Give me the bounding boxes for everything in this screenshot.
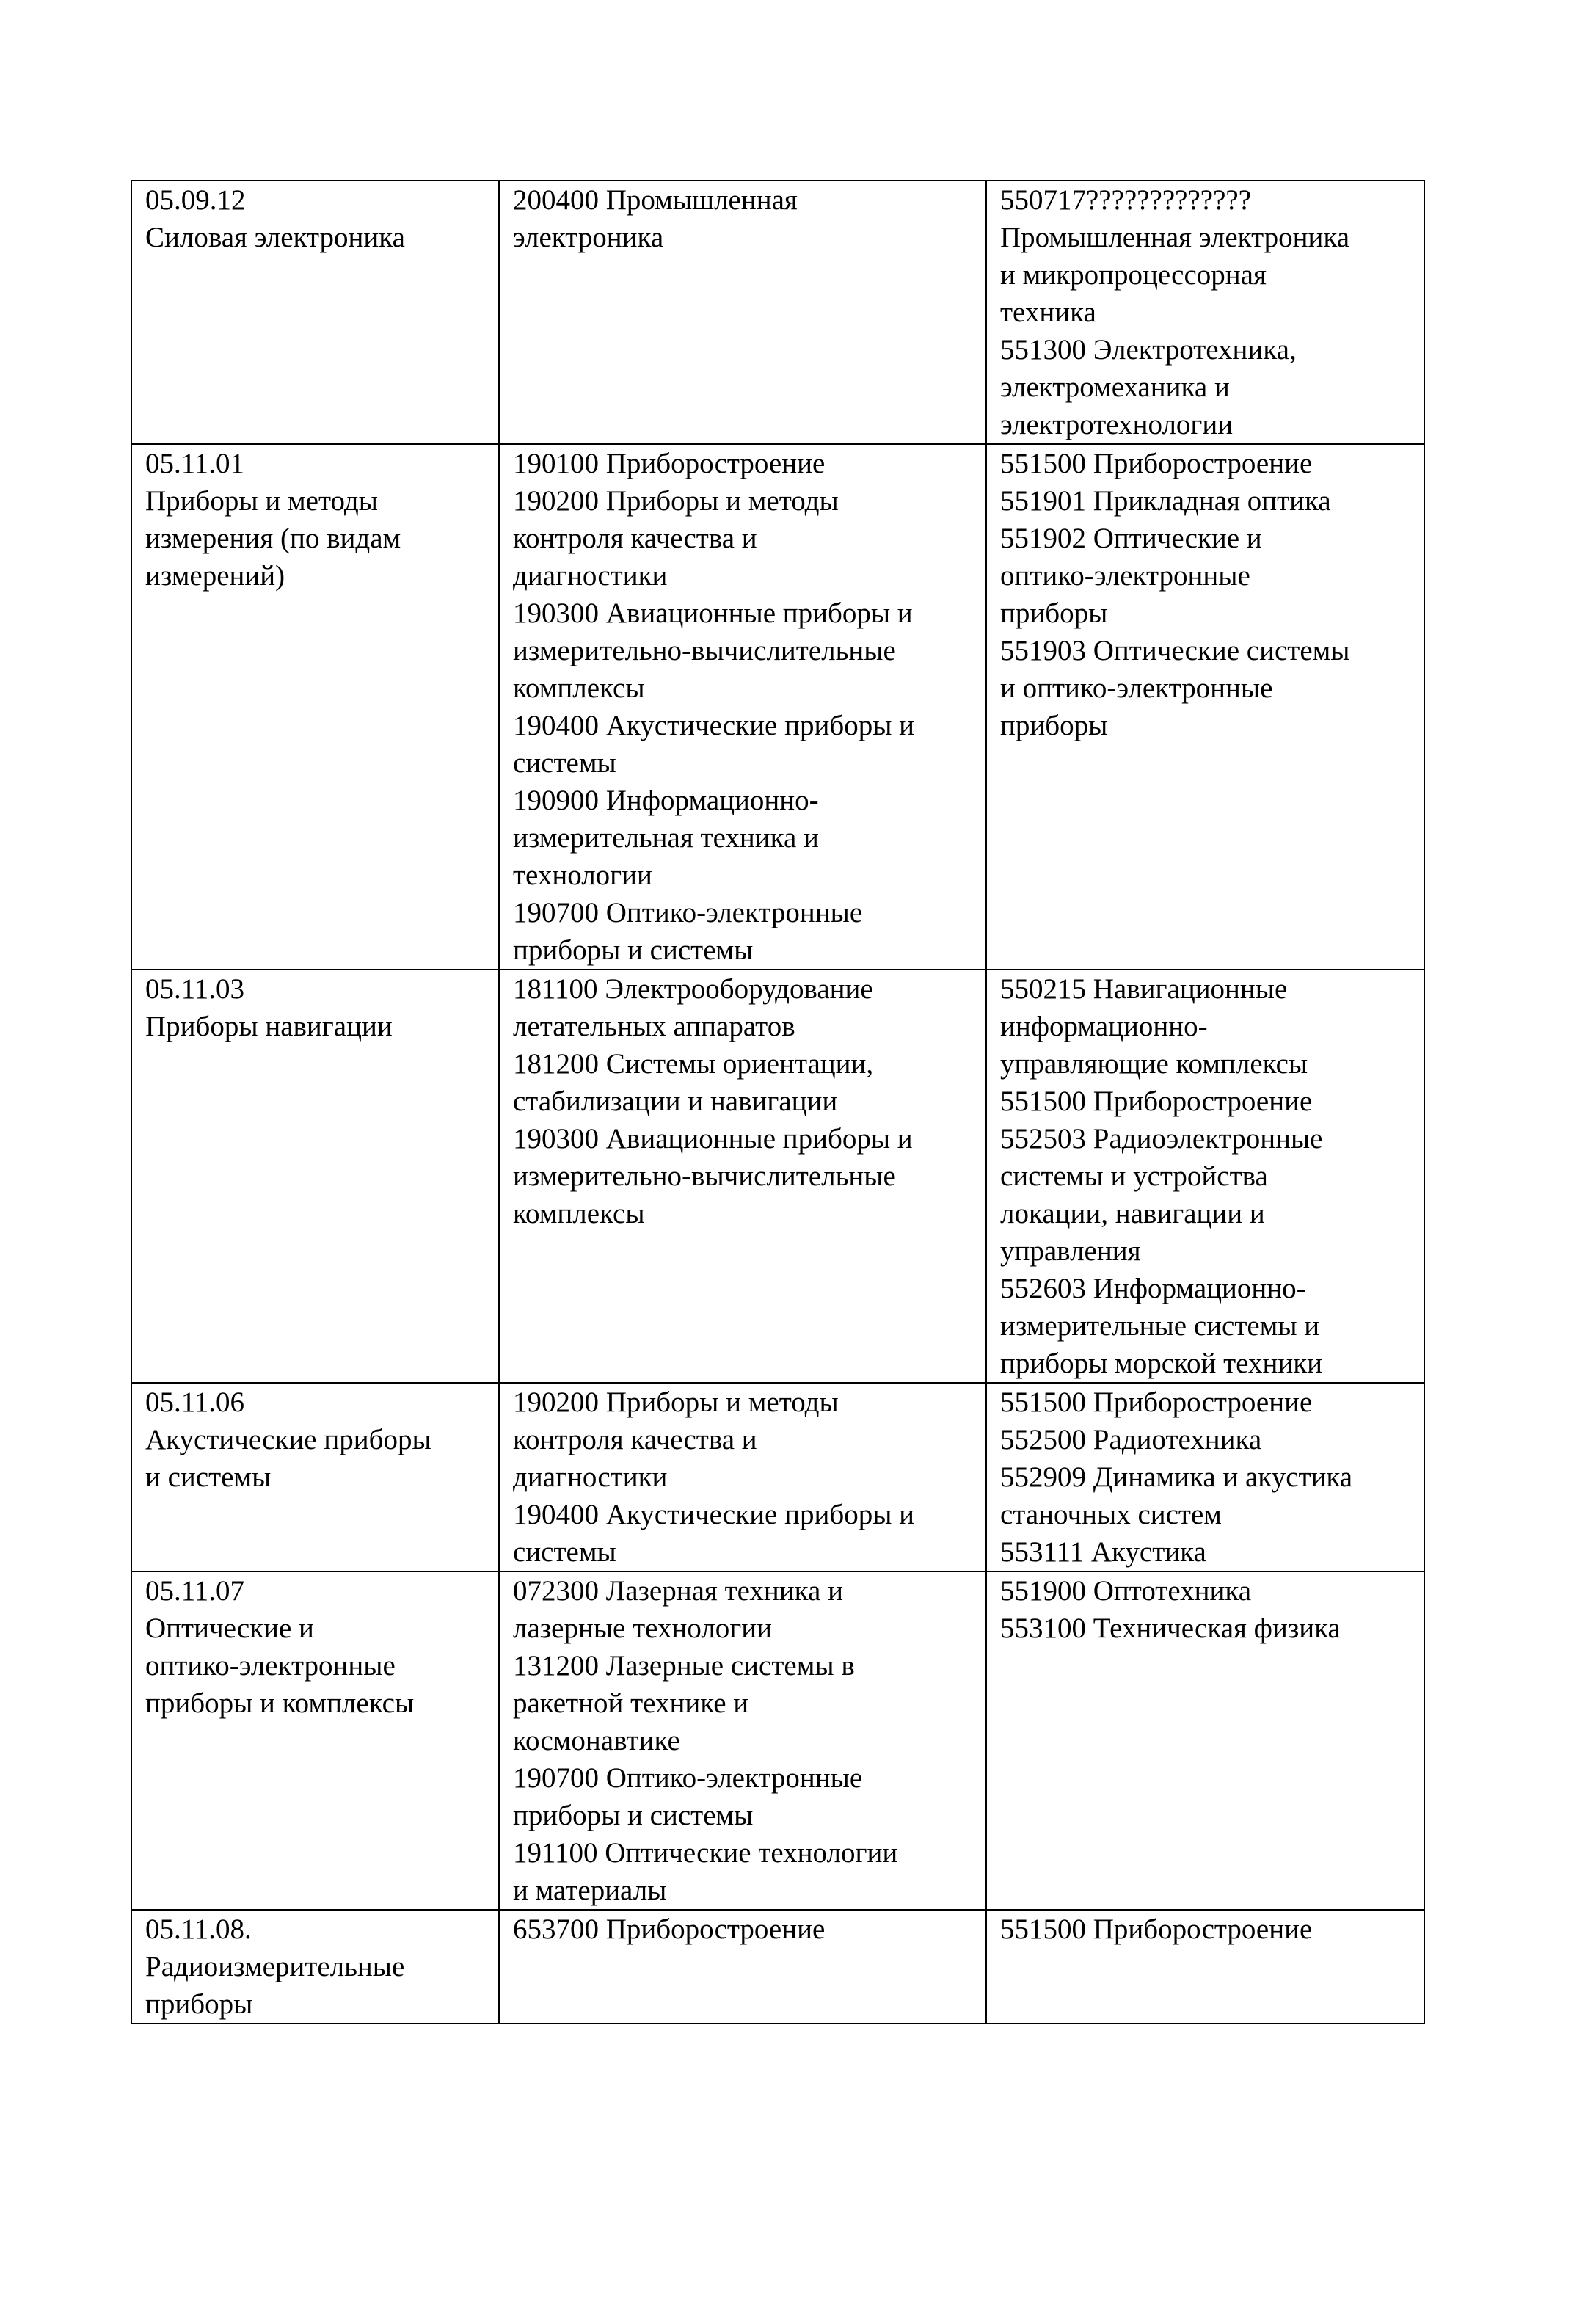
cell-text-line: контроля качества и xyxy=(513,1424,757,1455)
cell-text-line: 05.11.01 xyxy=(145,448,245,479)
cell-text-line: электромеханика и xyxy=(1000,371,1230,403)
related-specialty-cell xyxy=(986,181,1424,444)
cell-text-line: приборы xyxy=(1000,597,1108,629)
cell-text-line: 552909 Динамика и акустика xyxy=(1000,1461,1353,1493)
cell-text-line: техника xyxy=(1000,297,1096,328)
cell-text-line: ракетной технике и xyxy=(513,1687,749,1719)
cell-text-line: 190200 Приборы и методы xyxy=(513,1386,839,1418)
cell-text-line: приборы морской техники xyxy=(1000,1348,1323,1379)
related-specialty-cell xyxy=(986,444,1424,970)
cell-text-line: Акустические приборы xyxy=(145,1424,431,1455)
cell-text-line: 550215 Навигационные xyxy=(1000,973,1288,1005)
cell-text-line: 05.11.08. xyxy=(145,1913,252,1945)
cell-text-line: 551300 Электротехника, xyxy=(1000,334,1297,366)
cell-text-line: оптико-электронные xyxy=(145,1650,396,1682)
cell-text-line: 190100 Приборостроение xyxy=(513,448,826,479)
cell-text-line: 190200 Приборы и методы xyxy=(513,485,839,517)
cell-text-line: 552503 Радиоэлектронные xyxy=(1000,1123,1323,1155)
cell-text-line: 190700 Оптико-электронные xyxy=(513,897,863,928)
cell-text-line: электротехнологии xyxy=(1000,409,1234,440)
related-specialty-cell xyxy=(986,1910,1424,2024)
cell-text-line: управления xyxy=(1000,1235,1141,1267)
cell-text-line: 05.11.07 xyxy=(145,1575,245,1607)
cell-text-line: 05.11.03 xyxy=(145,973,245,1005)
cell-text-line: Приборы навигации xyxy=(145,1011,393,1042)
specialty-table xyxy=(131,180,1425,2024)
table-row xyxy=(131,1910,1424,2024)
cell-text-line: управляющие комплексы xyxy=(1000,1048,1308,1080)
cell-text-line: диагностики xyxy=(513,560,668,592)
cell-text-line: 553100 Техническая физика xyxy=(1000,1613,1341,1644)
related-specialty-cell xyxy=(986,1571,1424,1910)
cell-text-line: и оптико-электронные xyxy=(1000,672,1273,704)
cell-text-line: 553111 Акустика xyxy=(1000,1536,1206,1568)
cell-text-line: станочных систем xyxy=(1000,1499,1222,1530)
cell-text-line: 190700 Оптико-электронные xyxy=(513,1762,863,1794)
scientific-specialty-cell xyxy=(131,444,499,970)
cell-text-line: комплексы xyxy=(513,672,645,704)
cell-text-line: приборы xyxy=(145,1988,253,2020)
cell-text-line: космонавтике xyxy=(513,1725,680,1756)
cell-text-line: 05.09.12 xyxy=(145,184,246,216)
table-body xyxy=(131,181,1424,2024)
education-specialty-cell xyxy=(499,1910,986,2024)
cell-text-line: Приборы и методы xyxy=(145,485,378,517)
cell-text-line: 131200 Лазерные системы в xyxy=(513,1650,855,1682)
cell-text-line: 190400 Акустические приборы и xyxy=(513,710,915,741)
cell-text-line: 551901 Прикладная оптика xyxy=(1000,485,1331,517)
cell-text-line: летательных аппаратов xyxy=(513,1011,795,1042)
cell-text-line: измерения (по видам xyxy=(145,523,401,554)
cell-text-line: 191100 Оптические технологии xyxy=(513,1837,898,1869)
cell-text-line: системы и устройства xyxy=(1000,1160,1268,1192)
cell-text-line: 05.11.06 xyxy=(145,1386,245,1418)
cell-text-line: измерительно-вычислительные xyxy=(513,1160,896,1192)
cell-text-line: и микропроцессорная xyxy=(1000,259,1267,291)
cell-text-line: 551900 Оптотехника xyxy=(1000,1575,1252,1607)
cell-text-line: 551500 Приборостроение xyxy=(1000,1086,1313,1117)
cell-text-line: 551902 Оптические и xyxy=(1000,523,1262,554)
cell-text-line: и системы xyxy=(145,1461,272,1493)
education-specialty-cell xyxy=(499,1383,986,1571)
cell-text-line: приборы и системы xyxy=(513,1800,754,1831)
cell-text-line: локации, навигации и xyxy=(1000,1198,1265,1229)
cell-text-line: 181200 Системы ориентации, xyxy=(513,1048,874,1080)
table-row xyxy=(131,1571,1424,1910)
cell-text-line: измерительно-вычислительные xyxy=(513,635,896,666)
cell-text-line: Промышленная электроника xyxy=(1000,222,1350,253)
scientific-specialty-cell xyxy=(131,181,499,444)
cell-text-line: 190400 Акустические приборы и xyxy=(513,1499,915,1530)
cell-text-line: и материалы xyxy=(513,1875,667,1906)
table-row xyxy=(131,181,1424,444)
cell-text-line: приборы xyxy=(1000,710,1108,741)
cell-text-line: системы xyxy=(513,747,616,779)
table-row xyxy=(131,1383,1424,1571)
cell-text-line: измерений) xyxy=(145,560,285,592)
cell-text-line: приборы и системы xyxy=(513,934,754,966)
cell-text-line: 551500 Приборостроение xyxy=(1000,1386,1313,1418)
education-specialty-cell xyxy=(499,181,986,444)
scientific-specialty-cell xyxy=(131,970,499,1383)
education-specialty-cell xyxy=(499,970,986,1383)
cell-text-line: контроля качества и xyxy=(513,523,757,554)
cell-text-line: 551500 Приборостроение xyxy=(1000,1913,1313,1945)
cell-text-line: 552603 Информационно- xyxy=(1000,1273,1306,1304)
cell-text-line: 072300 Лазерная техника и xyxy=(513,1575,843,1607)
cell-text-line: Силовая электроника xyxy=(145,222,405,253)
scientific-specialty-cell xyxy=(131,1910,499,2024)
cell-text-line: 190900 Информационно- xyxy=(513,785,819,816)
related-specialty-cell xyxy=(986,1383,1424,1571)
cell-text-line: 200400 Промышленная xyxy=(513,184,798,216)
scientific-specialty-cell xyxy=(131,1383,499,1571)
cell-text-line: измерительные системы и xyxy=(1000,1310,1320,1342)
cell-text-line: лазерные технологии xyxy=(513,1613,773,1644)
cell-text-line: 653700 Приборостроение xyxy=(513,1913,826,1945)
cell-text-line: 550717????????????? xyxy=(1000,184,1252,216)
cell-text-line: 190300 Авиационные приборы и xyxy=(513,597,913,629)
cell-text-line: электроника xyxy=(513,222,664,253)
education-specialty-cell xyxy=(499,1571,986,1910)
cell-text-line: измерительная техника и xyxy=(513,822,819,854)
cell-text-line: 551903 Оптические системы xyxy=(1000,635,1350,666)
cell-text-line: 552500 Радиотехника xyxy=(1000,1424,1262,1455)
cell-text-line: 551500 Приборостроение xyxy=(1000,448,1313,479)
cell-text-line: оптико-электронные xyxy=(1000,560,1250,592)
scientific-specialty-cell xyxy=(131,1571,499,1910)
cell-text-line: стабилизации и навигации xyxy=(513,1086,838,1117)
cell-text-line: системы xyxy=(513,1536,616,1568)
cell-text-line: комплексы xyxy=(513,1198,645,1229)
related-specialty-cell xyxy=(986,970,1424,1383)
cell-text-line: Оптические и xyxy=(145,1613,314,1644)
cell-text-line: информационно- xyxy=(1000,1011,1208,1042)
cell-text-line: 190300 Авиационные приборы и xyxy=(513,1123,913,1155)
cell-text-line: диагностики xyxy=(513,1461,668,1493)
cell-text-line: приборы и комплексы xyxy=(145,1687,415,1719)
education-specialty-cell xyxy=(499,444,986,970)
cell-text-line: Радиоизмерительные xyxy=(145,1951,405,1982)
table-row xyxy=(131,970,1424,1383)
cell-text-line: 181100 Электрооборудование xyxy=(513,973,873,1005)
table-row xyxy=(131,444,1424,970)
cell-text-line: технологии xyxy=(513,859,652,891)
